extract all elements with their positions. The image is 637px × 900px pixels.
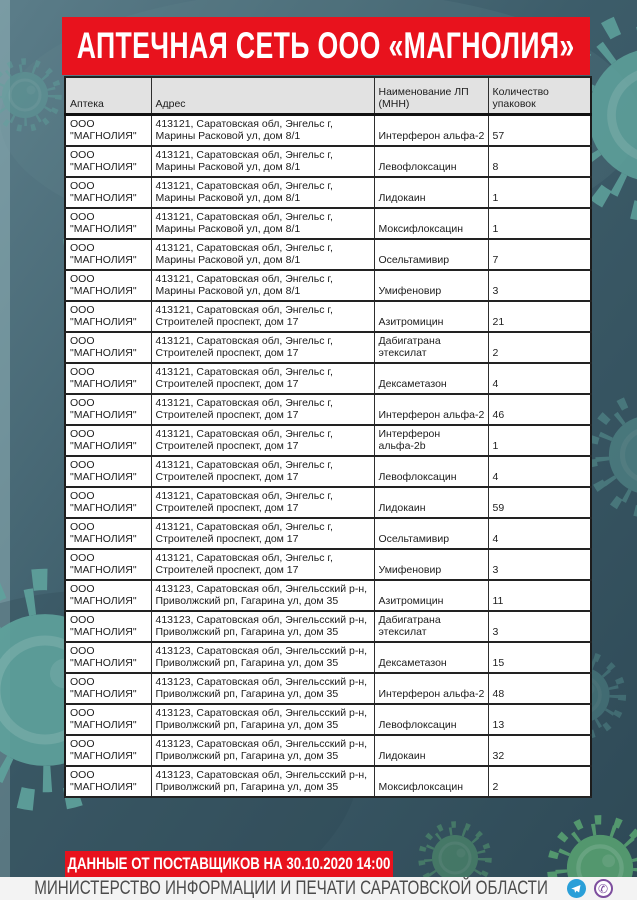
pharmacy-cell: ООО "МАГНОЛИЯ": [65, 704, 151, 735]
address-cell: 413123, Саратовская обл, Энгельсский р-н, Приволжский рп, Гагарина ул, дом 35: [151, 735, 374, 766]
qty-cell: 46: [488, 394, 591, 425]
title-banner: [62, 17, 590, 75]
address-cell: 413123, Саратовская обл, Энгельсский р-н, Приволжский рп, Гагарина ул, дом 35: [151, 642, 374, 673]
table-body: [65, 115, 591, 798]
qty-cell: 15: [488, 642, 591, 673]
pharmacy-cell: ООО "МАГНОЛИЯ": [65, 456, 151, 487]
pharmacy-cell: ООО "МАГНОЛИЯ": [65, 425, 151, 456]
table-header-row: [65, 77, 591, 115]
table-row: [65, 332, 591, 363]
address-cell: 413121, Саратовская обл, Энгельс г, Строителей проспект, дом 17: [151, 332, 374, 363]
address-cell: 413121, Саратовская обл, Энгельс г, Марины Расковой ул, дом 8/1: [151, 239, 374, 270]
pharmacy-cell: ООО "МАГНОЛИЯ": [65, 115, 151, 147]
table-row: [65, 642, 591, 673]
address-cell: 413123, Саратовская обл, Энгельсский р-н, Приволжский рп, Гагарина ул, дом 35: [151, 611, 374, 642]
table-row: [65, 611, 591, 642]
footer-bar: [0, 877, 637, 900]
page-title: АПТЕЧНАЯ СЕТЬ ООО «МАГНОЛИЯ»: [77, 25, 575, 66]
qty-cell: 8: [488, 146, 591, 177]
qty-cell: 59: [488, 487, 591, 518]
pharmacy-cell: ООО "МАГНОЛИЯ": [65, 611, 151, 642]
address-cell: 413123, Саратовская обл, Энгельсский р-н, Приволжский рп, Гагарина ул, дом 35: [151, 673, 374, 704]
qty-cell: 4: [488, 518, 591, 549]
drug-cell: Дабигатрана этексилат: [374, 611, 488, 642]
drug-cell: Интерферон альфа-2: [374, 673, 488, 704]
table-row: [65, 518, 591, 549]
table-row: [65, 239, 591, 270]
drug-cell: Осельтамивир: [374, 518, 488, 549]
table-row: [65, 704, 591, 735]
pharmacy-cell: ООО "МАГНОЛИЯ": [65, 239, 151, 270]
qty-cell: 4: [488, 363, 591, 394]
table-row: [65, 487, 591, 518]
table-row: [65, 301, 591, 332]
telegram-icon[interactable]: [567, 879, 586, 898]
pharmacy-cell: ООО "МАГНОЛИЯ": [65, 518, 151, 549]
drug-cell: Дабигатрана этексилат: [374, 332, 488, 363]
table-row: [65, 456, 591, 487]
pharmacy-cell: ООО "МАГНОЛИЯ": [65, 580, 151, 611]
drug-cell: Интерферон альфа-2b: [374, 425, 488, 456]
pharmacy-cell: ООО "МАГНОЛИЯ": [65, 146, 151, 177]
qty-cell: 3: [488, 270, 591, 301]
pharmacy-cell: ООО "МАГНОЛИЯ": [65, 177, 151, 208]
column-header-drug: Наименование ЛП (МНН): [374, 77, 488, 115]
table-row: [65, 735, 591, 766]
pharmacy-cell: ООО "МАГНОЛИЯ": [65, 208, 151, 239]
drug-cell: Интерферон альфа-2: [374, 394, 488, 425]
qty-cell: 3: [488, 611, 591, 642]
pharmacy-cell: ООО "МАГНОЛИЯ": [65, 394, 151, 425]
qty-cell: 2: [488, 766, 591, 797]
drug-cell: Азитромицин: [374, 301, 488, 332]
drug-cell: Осельтамивир: [374, 239, 488, 270]
table-row: [65, 363, 591, 394]
qty-cell: 32: [488, 735, 591, 766]
pharmacy-cell: ООО "МАГНОЛИЯ": [65, 270, 151, 301]
pharmacy-stock-table: [64, 76, 592, 798]
viber-icon[interactable]: ✆: [594, 879, 613, 898]
table-row: [65, 208, 591, 239]
drug-cell: Интерферон альфа-2: [374, 115, 488, 147]
ministry-label: МИНИСТЕРСТВО ИНФОРМАЦИИ И ПЕЧАТИ САРАТОВСКОЙ ОБЛАСТИ: [34, 877, 549, 899]
qty-cell: 4: [488, 456, 591, 487]
drug-cell: Дексаметазон: [374, 642, 488, 673]
qty-cell: 48: [488, 673, 591, 704]
drug-cell: Умифеновир: [374, 270, 488, 301]
address-cell: 413123, Саратовская обл, Энгельсский р-н, Приволжский рп, Гагарина ул, дом 35: [151, 766, 374, 797]
data-date-label: ДАННЫЕ ОТ ПОСТАВЩИКОВ НА 30.10.2020 14:00: [67, 854, 391, 873]
table-row: [65, 270, 591, 301]
drug-cell: Лидокаин: [374, 487, 488, 518]
address-cell: 413121, Саратовская обл, Энгельс г, Строителей проспект, дом 17: [151, 456, 374, 487]
table-row: [65, 394, 591, 425]
column-header-quantity: Количество упаковок: [488, 77, 591, 115]
column-header-pharmacy: Аптека: [65, 77, 151, 115]
pharmacy-cell: ООО "МАГНОЛИЯ": [65, 642, 151, 673]
pharmacy-cell: ООО "МАГНОЛИЯ": [65, 487, 151, 518]
address-cell: 413121, Саратовская обл, Энгельс г, Марины Расковой ул, дом 8/1: [151, 270, 374, 301]
address-cell: 413121, Саратовская обл, Энгельс г, Строителей проспект, дом 17: [151, 301, 374, 332]
qty-cell: 21: [488, 301, 591, 332]
pharmacy-cell: ООО "МАГНОЛИЯ": [65, 673, 151, 704]
table-row: [65, 673, 591, 704]
drug-cell: Лидокаин: [374, 177, 488, 208]
qty-cell: 1: [488, 177, 591, 208]
address-cell: 413121, Саратовская обл, Энгельс г, Марины Расковой ул, дом 8/1: [151, 208, 374, 239]
drug-cell: Левофлоксацин: [374, 704, 488, 735]
qty-cell: 11: [488, 580, 591, 611]
address-cell: 413123, Саратовская обл, Энгельсский р-н, Приволжский рп, Гагарина ул, дом 35: [151, 580, 374, 611]
qty-cell: 57: [488, 115, 591, 147]
table-row: [65, 549, 591, 580]
address-cell: 413121, Саратовская обл, Энгельс г, Марины Расковой ул, дом 8/1: [151, 146, 374, 177]
address-cell: 413121, Саратовская обл, Энгельс г, Строителей проспект, дом 17: [151, 549, 374, 580]
table-row: [65, 425, 591, 456]
table-row: [65, 177, 591, 208]
table-row: [65, 766, 591, 797]
address-cell: 413121, Саратовская обл, Энгельс г, Марины Расковой ул, дом 8/1: [151, 177, 374, 208]
table-row: [65, 580, 591, 611]
address-cell: 413123, Саратовская обл, Энгельсский р-н, Приволжский рп, Гагарина ул, дом 35: [151, 704, 374, 735]
address-cell: 413121, Саратовская обл, Энгельс г, Строителей проспект, дом 17: [151, 425, 374, 456]
qty-cell: 1: [488, 208, 591, 239]
drug-cell: Моксифлоксацин: [374, 208, 488, 239]
drug-cell: Умифеновир: [374, 549, 488, 580]
qty-cell: 7: [488, 239, 591, 270]
drug-cell: Азитромицин: [374, 580, 488, 611]
table-row: [65, 115, 591, 147]
drug-cell: Моксифлоксацин: [374, 766, 488, 797]
address-cell: 413121, Саратовская обл, Энгельс г, Строителей проспект, дом 17: [151, 518, 374, 549]
drug-cell: Левофлоксацин: [374, 146, 488, 177]
qty-cell: 3: [488, 549, 591, 580]
pharmacy-cell: ООО "МАГНОЛИЯ": [65, 766, 151, 797]
pharmacy-cell: ООО "МАГНОЛИЯ": [65, 332, 151, 363]
table-row: [65, 146, 591, 177]
pharmacy-cell: ООО "МАГНОЛИЯ": [65, 735, 151, 766]
data-date-banner: [65, 851, 393, 877]
address-cell: 413121, Саратовская обл, Энгельс г, Строителей проспект, дом 17: [151, 363, 374, 394]
pharmacy-cell: ООО "МАГНОЛИЯ": [65, 301, 151, 332]
drug-cell: Левофлоксацин: [374, 456, 488, 487]
pharmacy-cell: ООО "МАГНОЛИЯ": [65, 363, 151, 394]
pharmacy-cell: ООО "МАГНОЛИЯ": [65, 549, 151, 580]
column-header-address: Адрес: [151, 77, 374, 115]
address-cell: 413121, Саратовская обл, Энгельс г, Марины Расковой ул, дом 8/1: [151, 115, 374, 147]
drug-cell: Лидокаин: [374, 735, 488, 766]
qty-cell: 13: [488, 704, 591, 735]
drug-cell: Дексаметазон: [374, 363, 488, 394]
qty-cell: 1: [488, 425, 591, 456]
address-cell: 413121, Саратовская обл, Энгельс г, Строителей проспект, дом 17: [151, 394, 374, 425]
address-cell: 413121, Саратовская обл, Энгельс г, Строителей проспект, дом 17: [151, 487, 374, 518]
qty-cell: 2: [488, 332, 591, 363]
